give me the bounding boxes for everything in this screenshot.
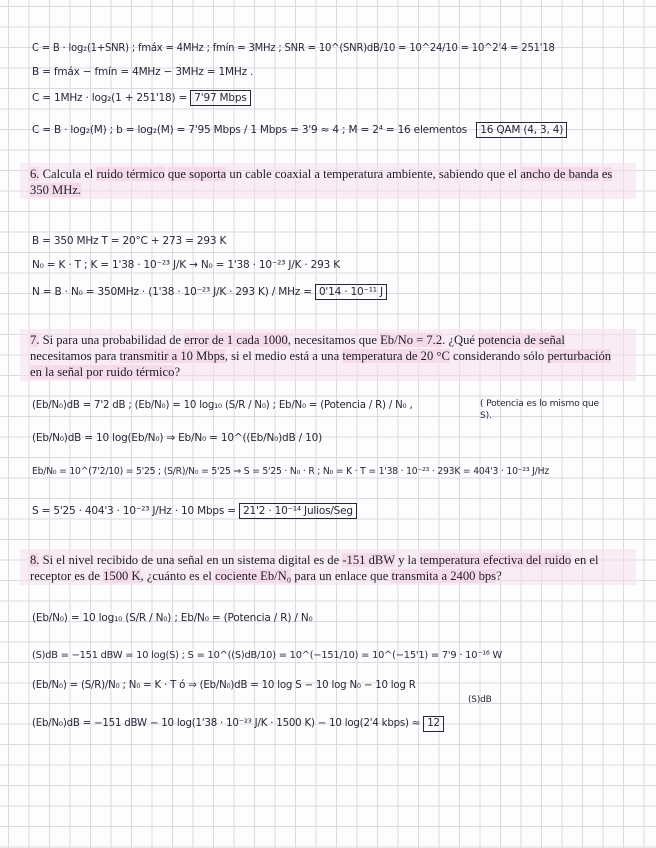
q8-number: 8.	[30, 553, 40, 567]
sol5-line-1: C = B · log₂(1+SNR) ; fmáx = 4MHz ; fmín = 3MHz ; SNR = 10^(SNR)dB/10 = 10^24/10 = 10^2'4 = 251'18	[32, 42, 555, 54]
q7-highlight: Eb/No = 7.2	[380, 333, 443, 347]
q8-text: , ¿cuánto es el	[140, 569, 212, 583]
sol8-line-1: (Eb/N₀) = 10 log₁₀ (S/R / N₀) ; Eb/N₀ = (Potencia / R) / N₀	[32, 612, 313, 624]
q7-highlight: perturbación en la señal por ruido térmico	[30, 349, 612, 379]
q7-highlight: potencia de señal	[478, 333, 565, 347]
sol7-line-4	[32, 503, 357, 519]
sol6-result-noise: 0'14 · 10⁻¹¹ J	[315, 284, 387, 300]
q6-highlight: ancho de banda	[520, 167, 599, 181]
sol7-line-3: Eb/N₀ = 10^(7'2/10) = 5'25 ; (S/R)/N₀ = 5'25 ⇒ S = 5'25 · N₀ · R ; N₀ = K · T = 1'38 · 10⁻²³ · 293K = 404'3 · 10⁻²³ J/Hz	[32, 466, 549, 477]
q7-text: , si el medio está a una	[224, 349, 340, 363]
sol5-line-3-text: C = 1MHz · log₂(1 + 251'18) =	[32, 92, 188, 104]
q6-text: es 350 MHz.	[30, 167, 613, 197]
question-7	[30, 332, 624, 380]
sol8-line-4	[32, 716, 444, 732]
q8-text: para un enlace que	[294, 569, 389, 583]
sol6-line-3	[32, 284, 387, 300]
sol8-line-3: (Eb/N₀) = (S/R)/N₀ ; N₀ = K · T ó ⇒ (Eb/N₀)dB = 10 log S − 10 log N₀ − 10 log R	[32, 680, 416, 691]
sol8-line-4-text: (Eb/N₀)dB = −151 dBW − 10 log(1'38 · 10⁻²³ J/K · 1500 K) − 10 log(2'4 kbps) ≈	[32, 718, 421, 729]
q8-text: Si el nivel recibido de una señal en un sistema digital es de	[42, 553, 340, 567]
q7-text: considerando sólo	[453, 349, 545, 363]
q8-highlight: cociente Eb/N₀	[215, 569, 292, 583]
question-6	[30, 166, 624, 198]
q7-highlight: transmitir a 10 Mbps	[119, 349, 225, 363]
sol5-line-4-text: C = B · log₂(M) ; b = log₂(M) = 7'95 Mbps / 1 Mbps = 3'9 ≈ 4 ; M = 2⁴ = 16 elementos	[32, 124, 468, 136]
q8-highlight: -151 dBW	[342, 553, 395, 567]
q6-number: 6.	[30, 167, 40, 181]
q8-highlight: transmita a 2400 bps	[391, 569, 497, 583]
sol7-result-power: 21'2 · 10⁻¹⁴ Julios/Seg	[239, 503, 357, 519]
sol8-line-2: (S)dB = −151 dBW = 10 log(S) ; S = 10^((S)dB/10) = 10^(−151/10) = 10^(−15'1) = 7'9 · 10⁻¹⁶ W	[32, 650, 503, 661]
q8-text: ?	[496, 569, 502, 583]
q8-text: en el receptor es de	[30, 553, 599, 583]
q6-highlight: ruido térmico	[96, 167, 165, 181]
q7-text: necesitamos para	[30, 349, 117, 363]
q7-highlight: error de 1 cada 1000	[184, 333, 288, 347]
sol5-line-3	[32, 90, 251, 106]
q8-text: y la	[398, 553, 417, 567]
q7-text: Si para una probabilidad de	[42, 333, 182, 347]
sol5-result-modulation: 16 QAM (4, 3, 4)	[476, 122, 567, 138]
sol6-line-1: B = 350 MHz T = 20°C + 273 = 293 K	[32, 235, 227, 247]
sol5-result-capacity: 7'97 Mbps	[190, 90, 250, 106]
q7-number: 7.	[30, 333, 40, 347]
q7-text: . ¿Qué	[442, 333, 476, 347]
q8-highlight: 1500 K	[103, 569, 141, 583]
q8-highlight: temperatura efectiva del ruido	[419, 553, 572, 567]
sol6-line-2: N₀ = K · T ; K = 1'38 · 10⁻²³ J/K → N₀ = 1'38 · 10⁻²³ J/K · 293 K	[32, 259, 340, 271]
sol7-line-2: (Eb/N₀)dB = 10 log(Eb/N₀) ⇒ Eb/N₀ = 10^((Eb/N₀)dB / 10)	[32, 432, 322, 444]
q7-text: ?	[174, 365, 181, 379]
q7-highlight: temperatura de 20 °C	[342, 349, 450, 363]
sol6-line-3-text: N = B · N₀ = 350MHz · (1'38 · 10⁻²³ J/K · 293 K) / MHz =	[32, 286, 312, 298]
q6-text: Calcula el	[42, 167, 94, 181]
q6-highlight: que soporta	[167, 167, 227, 181]
sol8-line-3-sub: (S)dB	[468, 695, 492, 705]
question-8	[30, 552, 624, 584]
q6-text: un cable coaxial a temperatura ambiente, sabiendo que el	[229, 167, 518, 181]
sol5-line-4	[32, 122, 567, 138]
sol8-result-ebn0: 12	[423, 716, 444, 732]
sol7-note: ( Potencia es lo mismo que S).	[480, 398, 599, 421]
sol5-line-2: B = fmáx − fmín = 4MHz − 3MHz = 1MHz .	[32, 66, 254, 78]
q7-text: , necesitamos que	[287, 333, 377, 347]
sol7-line-1: (Eb/N₀)dB = 7'2 dB ; (Eb/N₀) = 10 log₁₀ (S/R / N₀) ; Eb/N₀ = (Potencia / R) / N₀ ,	[32, 400, 413, 411]
sol7-line-4-text: S = 5'25 · 404'3 · 10⁻²³ J/Hz · 10 Mbps =	[32, 505, 236, 517]
